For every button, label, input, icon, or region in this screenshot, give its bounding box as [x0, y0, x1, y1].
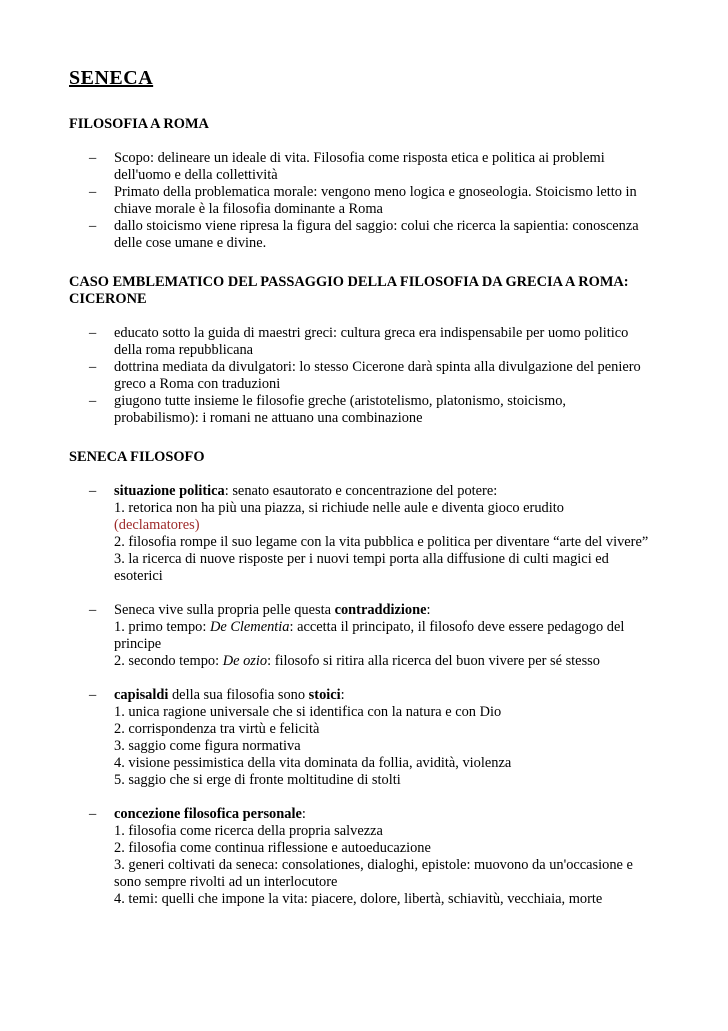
bold-term: capisaldi: [114, 687, 169, 703]
italic-title: De ozio: [222, 653, 268, 669]
italic-title: De Clementia: [209, 619, 290, 635]
list-item: [69, 393, 688, 427]
list-item-line: 3. saggio come figura normativa: [114, 738, 301, 754]
list-item-line: [114, 602, 688, 619]
section-heading-cicerone: [69, 274, 688, 308]
list-item-line: 4. visione pessimistica della vita dominata da follia, avidità, violenza: [114, 755, 512, 771]
section-list-cicerone: [69, 325, 688, 427]
list-item-line: 2. filosofia rompe il suo legame con la vita pubblica e politica per diventare “arte del vivere”: [114, 534, 649, 550]
document-title: SENECA: [69, 67, 154, 89]
list-item-line: – Scopo: delineare un ideale di vita. Filosofia come risposta etica e politica ai problemi: [114, 150, 605, 166]
bold-term: stoici: [308, 687, 341, 703]
list-item: [69, 359, 688, 393]
text-span: :: [340, 687, 345, 703]
list-item-line: 2. filosofia come continua riflessione e autoeducazione: [114, 840, 431, 856]
list-item-line: della roma repubblicana: [114, 342, 254, 358]
section-heading-line: CICERONE: [69, 291, 147, 307]
list-item-situazione-politica: [69, 483, 688, 585]
list-item-line: – dottrina mediata da divulgatori: lo stesso Cicerone darà spinta alla divulgazione del peniero: [114, 359, 641, 375]
list-item-line: [114, 653, 688, 670]
list-item-line: principe: [114, 636, 162, 652]
bold-term: concezione filosofica personale: [114, 806, 302, 822]
section-list-filosofia-a-roma: [69, 150, 688, 252]
list-item: [69, 150, 688, 184]
list-item-line: chiave morale è la filosofia dominante a Roma: [114, 201, 383, 217]
list-item-line: 4. temi: quelli che impone la vita: piacere, dolore, libertà, schiavitù, vecchiaia, morte: [114, 891, 603, 907]
text-span: della sua filosofia sono: [168, 687, 309, 703]
list-item-line: 2. corrispondenza tra virtù e felicità: [114, 721, 320, 737]
list-item-line: sono sempre rivolti ad un interlocutore: [114, 874, 338, 890]
list-item: [69, 218, 688, 252]
highlighted-term: (declamatores): [114, 517, 200, 533]
list-item-line: 3. generi coltivati da seneca: consolationes, dialoghi, epistole: muovono da un'occasione e: [114, 857, 633, 873]
list-item-line: – educato sotto la guida di maestri greci: cultura greca era indispensabile per uomo politico: [114, 325, 629, 341]
list-item-line: dell'uomo e della collettività: [114, 167, 278, 183]
list-item-line: 3. la ricerca di nuove risposte per i nuovi tempi porta alla diffusione di culti magici ed: [114, 551, 609, 567]
list-item-line: esoterici: [114, 568, 163, 584]
text-span: : filosofo si ritira alla ricerca del buon vivere per sé stesso: [267, 653, 600, 669]
list-item: [69, 325, 688, 359]
section-heading-line: CASO EMBLEMATICO DEL PASSAGGIO DELLA FILOSOFIA DA GRECIA A ROMA:: [69, 274, 629, 290]
list-item-line: [114, 806, 688, 823]
list-item-line: probabilismo): i romani ne attuano una combinazione: [114, 410, 423, 426]
list-item-capisaldi: [69, 687, 688, 789]
list-item-line: 1. retorica non ha più una piazza, si richiude nelle aule e diventa gioco erudito: [114, 500, 564, 516]
text-span: 1. primo tempo:: [114, 619, 210, 635]
list-item-line: 1. unica ragione universale che si identifica con la natura e con Dio: [114, 704, 502, 720]
list-item-line: [114, 687, 688, 704]
list-item-line: delle cose umane e divine.: [114, 235, 267, 251]
text-span: Seneca vive sulla propria pelle questa: [114, 602, 335, 618]
bold-term: contraddizione: [334, 602, 427, 618]
list-item-line: 1. filosofia come ricerca della propria salvezza: [114, 823, 383, 839]
section-list-seneca-filosofo: [69, 483, 688, 908]
bold-term: situazione politica: [114, 483, 225, 499]
list-item: [69, 184, 688, 218]
text-span: :: [426, 602, 431, 618]
list-item-line: [114, 483, 688, 500]
section-heading-seneca-filosofo: SENECA FILOSOFO: [69, 449, 205, 465]
list-item-line: greco a Roma con traduzioni: [114, 376, 281, 392]
section-heading-filosofia-a-roma: FILOSOFIA A ROMA: [69, 116, 209, 132]
list-item-concezione-personale: [69, 806, 688, 908]
list-item-line: – dallo stoicismo viene ripresa la figura del saggio: colui che ricerca la sapientia: conoscenza: [114, 218, 639, 234]
list-item-line: [114, 619, 688, 636]
text-span: : senato esautorato e concentrazione del potere:: [224, 483, 498, 499]
list-item-contraddizione: [69, 602, 688, 670]
list-item-line: 5. saggio che si erge di fronte moltitudine di stolti: [114, 772, 401, 788]
text-span: 2. secondo tempo:: [114, 653, 223, 669]
list-item-line: – Primato della problematica morale: vengono meno logica e gnoseologia. Stoicismo letto in: [114, 184, 637, 200]
list-item-line: – giugono tutte insieme le filosofie greche (aristotelismo, platonismo, stoicismo,: [114, 393, 567, 409]
text-span: :: [301, 806, 306, 822]
text-span: : accetta il principato, il filosofo deve essere pedagogo del: [289, 619, 625, 635]
